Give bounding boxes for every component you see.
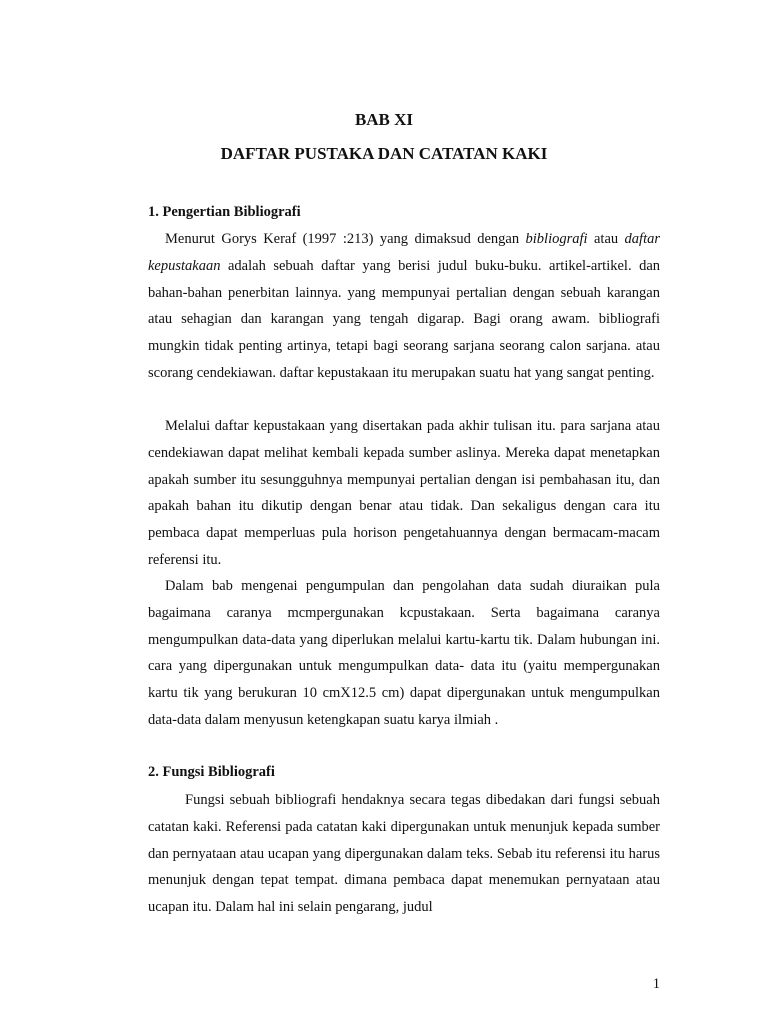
paragraph-3: Dalam bab mengenai pengumpulan dan pengolahan data sudah diuraikan pula bagaimana caranya mcmpergunakan kcpustakaan. Serta bagaimana caranya mengumpulkan data-data yang diperlukan melalui kartu-kartu tik. Dalam hubungan ini. cara yang dipergunakan untuk mengumpulkan data- data itu (yaitu mempergunakan kartu tik yang berukuran 10 cmX12.5 cm) dapat dipergunakan untuk mengumpulkan data-data dalam menyusun ketengkapan suatu karya ilmiah .: [148, 578, 660, 728]
term-bibliografi: bibliografi: [525, 231, 588, 247]
section-heading-2: 2. Fungsi Bibliografi: [148, 764, 275, 780]
section-heading-1: 1. Pengertian Bibliografi: [148, 204, 301, 220]
paragraph-4: Fungsi sebuah bibliografi hendaknya secara tegas dibedakan dari fungsi sebuah catatan kaki. Referensi pada catatan kaki dipergunakan untuk menunjuk kepada sumber dan pernyataan atau ucapan yang dipergunakan dalam teks. Sebab itu referensi itu harus menunjuk dengan tepat tempat. dimana pembaca dapat menemukan pernyataan atau ucapan itu. Dalam hal ini selain pengarang, judul: [148, 792, 660, 916]
paragraph-1: [148, 226, 660, 387]
term-daftar-kepustakaan: daftar kepustakaan: [148, 231, 660, 274]
paragraph-1-text-e: adalah sebuah daftar yang berisi judul buku-buku. artikel-artikel. dan bahan-bahan penerbitan lainnya. yang mempunyai pertalian dengan sebuah karangan atau sehagian dan karangan yang tengah digarap. Bagi orang awam. bibliografi mungkin tidak penting artinya, tetapi bagi seorang sarjana seorang calon sarjana. atau scorang cendekiawan. daftar kepustakaan itu merupakan suatu hat yang sangat penting.: [148, 257, 660, 381]
paragraph-1-text-c: atau: [587, 231, 625, 247]
paragraph-1-text-a: Menurut Gorys Keraf (1997 :213) yang dimaksud dengan: [165, 231, 526, 247]
page-number: 1: [652, 976, 660, 992]
chapter-label: BAB XI: [354, 110, 414, 129]
paragraph-2: Melalui daftar kepustakaan yang disertakan pada akhir tulisan itu. para sarjana atau cendekiawan dapat melihat kembali kepada sumber aslinya. Mereka dapat menetapkan apakah sumber itu sesungguhnya mempunyai pertalian dengan isi pembahasan itu, dan apakah bahan itu dikutip dengan benar atau tidak. Dan sekaligus dengan cara itu pembaca dapat memperluas pula horison pengetahuannya dengan bermacam-macam referensi itu.: [148, 418, 660, 568]
chapter-title: DAFTAR PUSTAKA DAN CATATAN KAKI: [220, 144, 548, 163]
